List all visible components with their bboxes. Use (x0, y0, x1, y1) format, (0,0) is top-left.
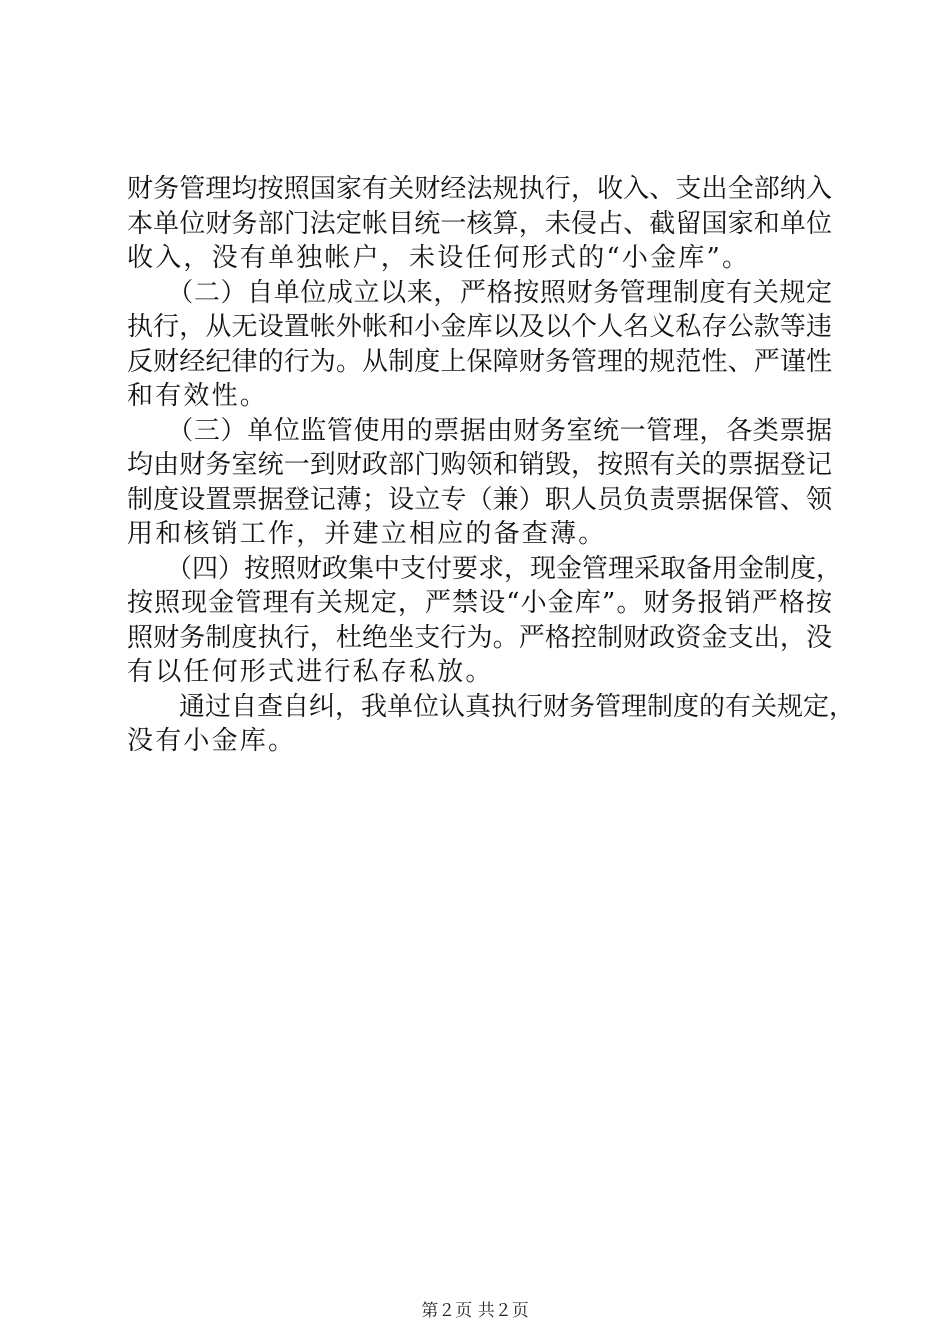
text-line: 照财务制度执行，杜绝坐支行为。严格控制财政资金支出，没 (127, 622, 832, 653)
text-line: 用和核销工作，并建立相应的备查薄。 (127, 519, 607, 549)
text-line: （四）按照财政集中支付要求，现金管理采取备用金制度， (127, 553, 843, 584)
document-body (127, 172, 856, 759)
text-line: 财务管理均按照国家有关财经法规执行，收入、支出全部纳入 (127, 174, 832, 204)
text-line: 有以任何形式进行私存私放。 (127, 657, 494, 687)
text-line: 通过自查自纠，我单位认真执行财务管理制度的有关规定， (127, 691, 856, 722)
text-line: 执行，从无设置帐外帐和小金库以及以个人名义私存公款等违 (127, 312, 832, 342)
text-line: （三）单位监管使用的票据由财务室统一管理，各类票据 (127, 415, 832, 446)
text-line: 均由财务室统一到财政部门购领和销毁，按照有关的票据登记 (127, 450, 832, 480)
text-line: 收入，没有单独帐户，未设任何形式的“小金库”。 (127, 243, 751, 273)
text-line: 反财经纪律的行为。从制度上保障财务管理的规范性、严谨性 (127, 346, 832, 377)
text-line: 制度设置票据登记薄；设立专（兼）职人员负责票据保管、领 (127, 484, 832, 515)
page-number-footer: 第２页 共２页 (421, 1301, 529, 1321)
text-line: 本单位财务部门法定帐目统一核算，未侵占、截留国家和单位 (127, 208, 832, 239)
text-line: （二）自单位成立以来，严格按照财务管理制度有关规定 (127, 277, 832, 308)
text-line: 按照现金管理有关规定，严禁设“小金库”。财务报销严格按 (127, 588, 832, 618)
text-line: 没有小金库。 (127, 726, 297, 756)
text-line: 和有效性。 (127, 381, 269, 411)
